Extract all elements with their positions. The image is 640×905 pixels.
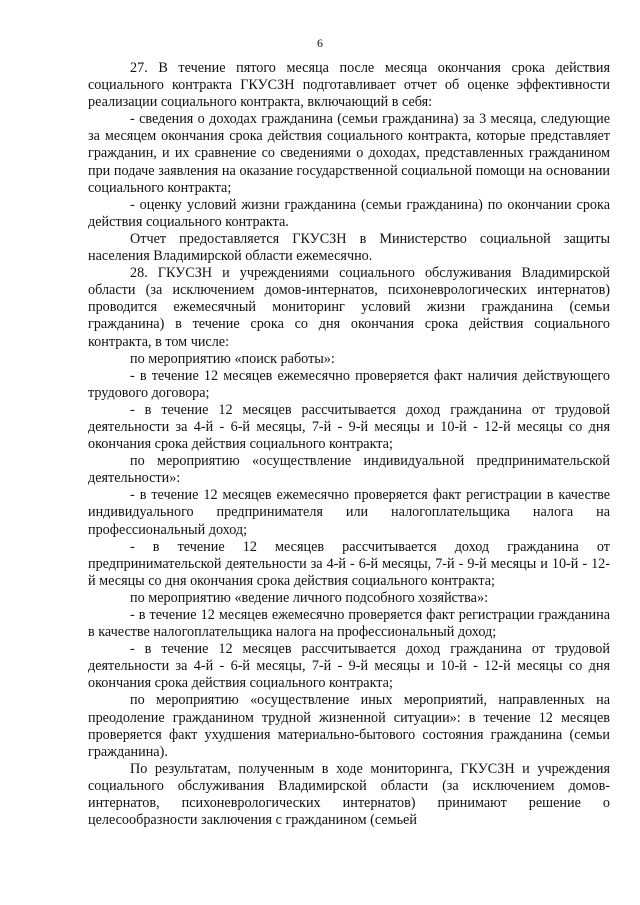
paragraph-monitoring-results: По результатам, полученным в ходе мониторинга, ГКУСЗН и учреждения социального обслуживания Владимирской области (за исключением домов-интернатов, психоневрологических интернатов) принимают решение о целесообразности заключения с гражданином (семьей (88, 760, 610, 829)
paragraph-report: Отчет предоставляется ГКУСЗН в Министерство социальной защиты населения Владимирской области ежемесячно. (88, 230, 610, 265)
paragraph-farm-heading: по мероприятию «ведение личного подсобного хозяйства»: (130, 589, 489, 606)
paragraph-entrepreneur-heading: по мероприятию «осуществление индивидуальной предпринимательской деятельности»: (88, 453, 610, 487)
paragraph-28: 28. ГКУСЗН и учреждениями социального обслуживания Владимирской области (за исключением домов-интернатов, психоневрологических интернатов) проводится ежемесячный мониторинг условий жизни гражданина (семьи гражданина) в течение срока со дня окончания срока действия социального контракта, в том числе: (88, 265, 610, 350)
document-body (88, 60, 610, 829)
paragraph-entrepreneur-registration: - в течение 12 месяцев ежемесячно проверяется факт регистрации в качестве индивидуального предпринимателя или налогоплательщика налога на профессиональный доход; (88, 487, 610, 538)
paragraph-27: 27. В течение пятого месяца после месяца окончания срока действия социального контракта ГКУСЗН подготавливает отчет об оценке эффективности реализации социального контракта, включающий в себя: (88, 60, 610, 111)
paragraph-job-income: - в течение 12 месяцев рассчитывается доход гражданина от трудовой деятельности за 4-й - 6-й месяцы, 7-й - 9-й месяцы и 10-й - 12-й месяцы со дня окончания срока действия социального контракта; (88, 401, 610, 453)
paragraph-job-contract-check: - в течение 12 месяцев ежемесячно проверяется факт наличия действующего трудового договора; (88, 367, 610, 401)
paragraph-job-search-heading: по мероприятию «поиск работы»: (130, 350, 335, 367)
paragraph-living-conditions: - оценку условий жизни гражданина (семьи гражданина) по окончании срока действия социального контракта. (88, 196, 610, 230)
paragraph-farm-income: - в течение 12 месяцев рассчитывается доход гражданина от трудовой деятельности за 4-й - 6-й месяцы, 7-й - 9-й месяцы и 10-й - 12-й месяцы со дня окончания срока действия социального контракта; (88, 641, 610, 692)
paragraph-farm-registration: - в течение 12 месяцев ежемесячно проверяется факт регистрации гражданина в качестве налогоплательщика налога на профессиональный доход; (88, 607, 610, 641)
page-number: 6 (317, 36, 323, 50)
paragraph-other-measures: по мероприятию «осуществление иных мероприятий, направленных на преодоление гражданином трудной жизненной ситуации»: в течение 12 месяцев проверяется факт ухудшения материально-бытового состояния гражданина (семьи гражданина). (88, 692, 610, 760)
paragraph-entrepreneur-income: - в течение 12 месяцев рассчитывается доход гражданина от предпринимательской деятельности за 4-й - 6-й месяцы, 7-й - 9-й месяцы и 10-й - 12-й месяцы со дня окончания срока действия социального контракта; (88, 538, 610, 589)
paragraph-income-info: - сведения о доходах гражданина (семьи гражданина) за 3 месяца, следующие за месяцем окончания срока действия социального контракта, которые представляет гражданин, и их сравнение со сведениями о доходах, представленных гражданином при подаче заявления на оказание государственной социальной помощи на основании социального контракта; (88, 111, 610, 196)
